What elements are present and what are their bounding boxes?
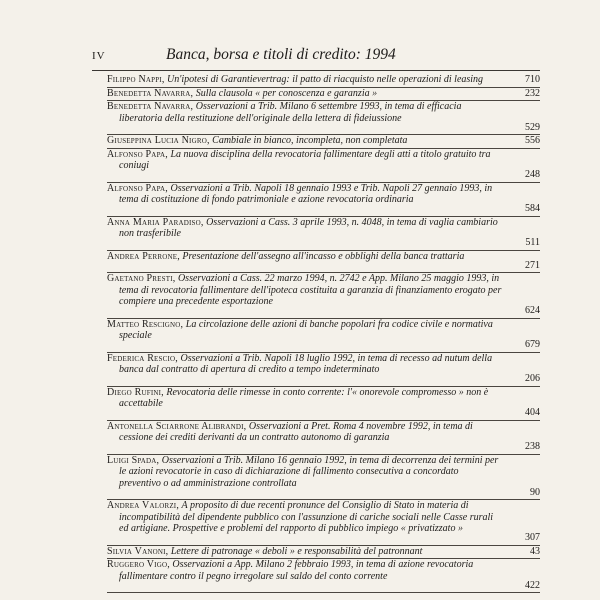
- entry-title: Osservazioni a Cass. 22 marzo 1994, n. 2742 e App. Milano 25 maggio 1993, in tema di revocatoria fallimentare dell'ipoteca costituita a garanzia di finanziamento erogato per compiere una precedente esportazione: [119, 273, 502, 307]
- index-entry: [107, 217, 540, 251]
- entry-page: 307: [525, 532, 540, 543]
- entry-author: Antonella Sciarrone Alibrandi,: [107, 420, 247, 432]
- index-entry: [107, 74, 540, 88]
- entry-author: Giuseppina Lucia Nigro,: [107, 135, 210, 146]
- entry-title: Un'ipotesi di Garantievertrag: il patto di riacquisto nelle operazioni di leasing: [167, 74, 484, 85]
- index-entry: [107, 559, 540, 593]
- entry-author: Alfonso Papa,: [107, 148, 168, 160]
- index-entry: [107, 546, 540, 560]
- entry-title: Osservazioni a Trib. Napoli 18 luglio 1992, in tema di recesso ad nutum della banca dal contratto di apertura di credito a tempo indeterminato: [119, 352, 493, 375]
- entry-author: Alfonso Papa,: [107, 182, 168, 194]
- entry-author: Federica Rescio,: [107, 352, 178, 364]
- entry-author: Anna Maria Paradiso,: [107, 216, 204, 228]
- index-entry: [107, 273, 540, 319]
- entry-title: Osservazioni a App. Milano 2 febbraio 1993, in tema di azione revocatoria fallimentare contro il pegno irregolare sul saldo del conto corrente: [119, 559, 474, 582]
- entry-title: Presentazione dell'assegno all'incasso e obblighi della banca trattaria: [182, 250, 465, 262]
- index-entry: [107, 101, 540, 135]
- entry-page: 584: [525, 203, 540, 214]
- entry-page: 238: [525, 441, 540, 452]
- index-entry: [107, 135, 540, 149]
- entry-author: Filippo Nappi,: [107, 74, 165, 85]
- entry-author: Andrea Valorzi,: [107, 500, 180, 511]
- index-entry: [107, 387, 540, 421]
- entry-title: La circolazione delle azioni di banche popolari fra codice civile e normativa speciale: [119, 318, 493, 341]
- entry-title: Lettere di patronage « deboli » e responsabilità del patronnant: [170, 545, 423, 557]
- index-entry: [107, 88, 540, 102]
- entry-author: Silvia Vanoni,: [107, 545, 169, 557]
- entry-page: 248: [525, 169, 540, 180]
- index-entries: [107, 74, 540, 593]
- entry-page: 232: [525, 87, 540, 99]
- entry-page: 206: [525, 373, 540, 384]
- index-entry: [107, 353, 540, 387]
- entry-page: 556: [525, 135, 540, 146]
- entry-title: La nuova disciplina della revocatoria fallimentare degli atti a titolo gratuito tra coniugi: [119, 148, 491, 171]
- entry-title: Revocatoria delle rimesse in conto corrente: l'« onorevole compromesso » non è accettabile: [119, 386, 489, 409]
- entry-title: Sulla clausola « per conoscenza e garanzia »: [195, 87, 378, 99]
- entry-author: Ruggero Vigo,: [107, 559, 170, 570]
- entry-author: Benedetta Navarra,: [107, 87, 194, 99]
- index-entry: [107, 421, 540, 455]
- entry-author: Andrea Perrone,: [107, 250, 180, 262]
- index-entry: [107, 183, 540, 217]
- header-rule: [92, 70, 540, 71]
- index-entry: [107, 251, 540, 274]
- entry-page: 271: [525, 259, 540, 271]
- entry-author: Matteo Rescigno,: [107, 318, 184, 330]
- entry-page: 529: [525, 121, 540, 133]
- entry-page: 43: [530, 545, 540, 557]
- entry-author: Luigi Spada,: [107, 454, 160, 466]
- entry-author: Gaetano Presti,: [107, 273, 176, 284]
- entry-title: Osservazioni a Trib. Milano 16 gennaio 1992, in tema di decorrenza dei termini per le azioni revocatorie in caso di dichiarazione di fallimento consecutiva a concordato preventivo o ad amministrazione controllata: [119, 454, 499, 489]
- entry-page: 404: [525, 407, 540, 418]
- index-entry: [107, 319, 540, 353]
- page-number: IV: [92, 50, 106, 62]
- index-entry: [107, 500, 540, 546]
- entry-page: 422: [525, 579, 540, 591]
- entry-title: Osservazioni a Pret. Roma 4 novembre 1992, in tema di cessione dei crediti derivanti da un contratto autonomo di garanzia: [119, 420, 473, 443]
- entry-title: Cambiale in bianco, incompleta, non completata: [212, 135, 408, 146]
- page-header: [92, 46, 540, 68]
- entry-author: Benedetta Navarra,: [107, 101, 194, 112]
- entry-page: 679: [525, 339, 540, 350]
- entry-title: A proposito di due recenti pronunce del Consiglio di Stato in materia di incompatibilità del dipendente pubblico con l'assunzione di cariche sociali nelle Casse rurali ed artigiane. Prospettive e problemi del rapporto di pubblico impiego « privatizzato »: [119, 500, 494, 534]
- entry-page: 511: [525, 237, 540, 248]
- entry-title: Osservazioni a Cass. 3 aprile 1993, n. 4048, in tema di vaglia cambiario non trasferibile: [119, 216, 498, 239]
- index-entry: [107, 455, 540, 501]
- entry-title: Osservazioni a Trib. Milano 6 settembre 1993, in tema di efficacia liberatoria della restituzione dell'originale della lettera di fideiussione: [119, 101, 462, 124]
- running-title: Banca, borsa e titoli di credito: 1994: [166, 46, 396, 63]
- entry-title: Osservazioni a Trib. Napoli 18 gennaio 1993 e Trib. Napoli 27 gennaio 1993, in tema di costituzione di fondo patrimoniale e azione revocatoria ordinaria: [119, 182, 493, 205]
- entry-page: 90: [530, 486, 540, 498]
- entry-author: Diego Rufini,: [107, 386, 164, 398]
- entry-page: 710: [525, 74, 540, 85]
- index-entry: [107, 149, 540, 183]
- entry-page: 624: [525, 305, 540, 316]
